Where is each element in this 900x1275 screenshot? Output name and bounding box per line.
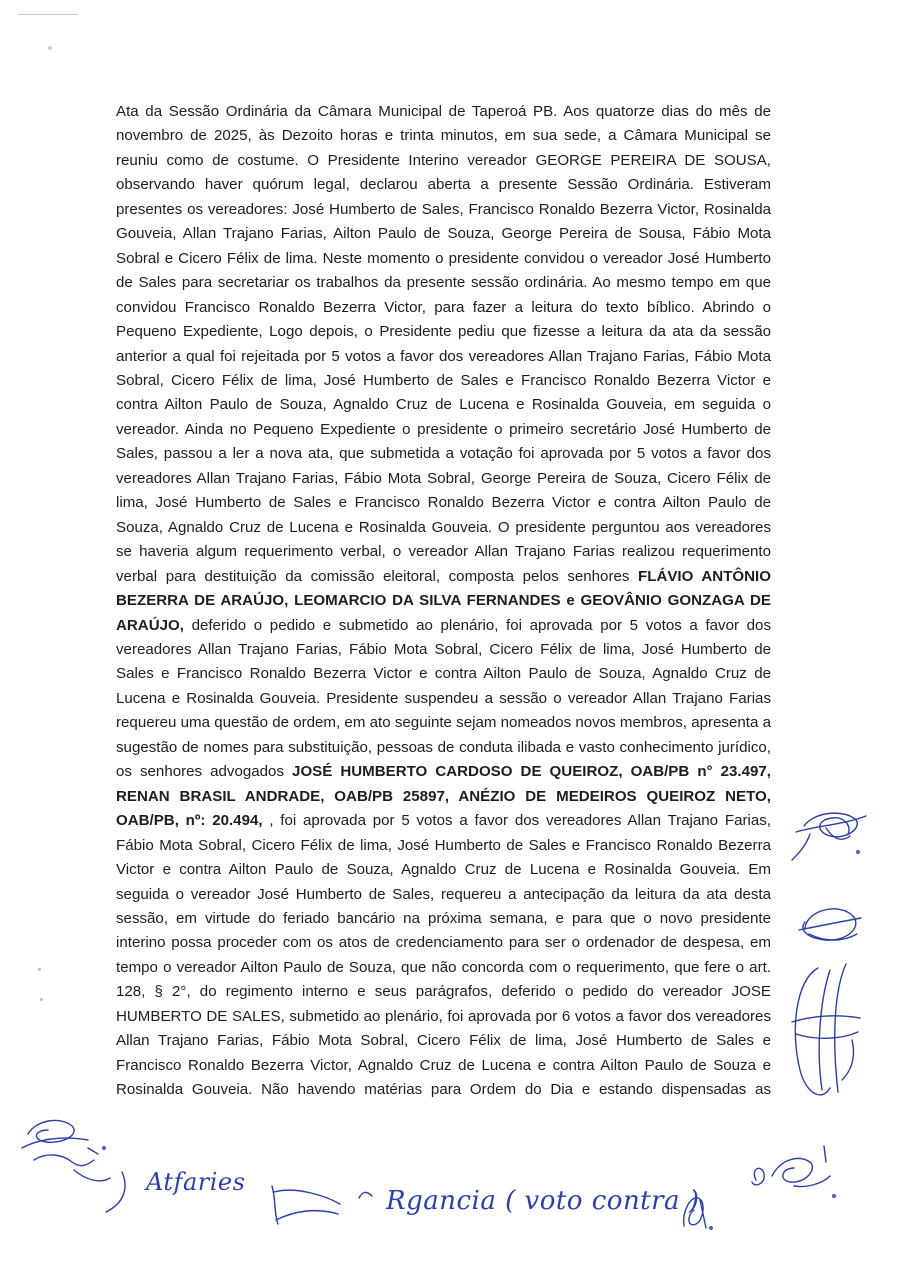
scan-artifact xyxy=(38,968,41,971)
scan-artifact xyxy=(48,46,52,50)
bottom-signature-initials xyxy=(676,1190,716,1234)
scan-artifact xyxy=(40,998,43,1001)
bold-names-commission: FLÁVIO ANTÔNIO BEZERRA DE ARAÚJO, LEOMARCIO DA SILVA FERNANDES e GEOVÂNIO GONZAGA DE ARAÚJO, xyxy=(116,567,771,634)
margin-initial-signature-2 xyxy=(795,898,865,954)
text-segment: , foi aprovada por 5 votos a favor dos vereadores Allan Trajano Farias, Fábio Mota Sobral, Cicero Félix de lima, José Humberto de Sales e Francisco Ronaldo Bezerra Victor e contra Ailton Paulo de Souza, Agnaldo Cruz de Lucena e Rosinalda Gouveia. Em seguida o vereador José Humberto de Sales, requereu a antecipação da leitura da ata desta sessão, em virtude do feriado bancário na próxima semana, e para que o novo presidente interino possa proceder com os atos de credenciamento para ser o ordenador de despesa, em tempo o vereador Ailton Paulo de Souza, que não concorda com o requerimento, que fere o art. 128, § 2°, do regimento interno e seus parágrafos, deferido o pedido do vereador JOSE HUMBERTO DE SALES, submetido ao plenário, foi aprovada por 6 votos a favor dos vereadores Allan Trajano Farias, Fábio Mota Sobral, Cicero Félix de lima, José Humberto de Sales e Francisco Ronaldo Bezerra Victor, Agnaldo Cruz de Lucena e contra Ailton Paulo de Souza e Rosinalda Gouveia. Não havendo matérias para Ordem do Dia e estando dispensadas as xyxy=(116,812,771,1099)
bottom-right-signature xyxy=(734,1140,844,1212)
bottom-signature-note: Rgancia ( voto contra ) xyxy=(386,1186,700,1216)
bottom-signature-scribble xyxy=(266,1180,346,1230)
bottom-signature-caret xyxy=(356,1188,376,1202)
margin-initial-signature-1 xyxy=(786,806,876,866)
bold-names-lawyers: JOSÉ HUMBERTO CARDOSO DE QUEIROZ, OAB/PB n° 23.497, RENAN BRASIL ANDRADE, OAB/PB 25897, ANÉZIO DE MEDEIROS QUEIROZ NETO, OAB/PB, nº: 20.494, xyxy=(116,763,771,830)
minutes-body xyxy=(116,100,771,1103)
margin-initial-signature-3 xyxy=(786,960,866,1110)
bottom-signature-paren xyxy=(96,1168,136,1218)
scan-artifact xyxy=(18,14,78,19)
minutes-paragraph xyxy=(116,100,771,1103)
text-segment: deferido o pedido e submetido ao plenário, foi aprovada por 5 votos a favor dos vereadores Allan Trajano Farias, Fábio Mota Sobral, Cicero Félix de lima, José Humberto de Sales e Francisco Ronaldo Bezerra Victor e contra Ailton Paulo de Souza, Agnaldo Cruz de Lucena e Rosinalda Gouveia. Presidente suspendeu a sessão o vereador Allan Trajano Farias requereu uma questão de ordem, em ato seguinte sejam nomeados novos membros, apresenta a sugestão de nomes para substituição, pessoas de conduta ilibada e vasto conhecimento jurídico, os senhores advogados xyxy=(116,616,771,781)
bottom-signature-name: Atfaries xyxy=(146,1168,246,1196)
text-segment: Ata da Sessão Ordinária da Câmara Municipal de Taperoá PB. Aos quatorze dias do mês de novembro de 2025, às Dezoito horas e trinta minutos, em sua sede, a Câmara Municipal se reuniu como de costume. O Presidente Interino vereador GEORGE PEREIRA DE SOUSA, observando haver quórum legal, declarou aberta a presente Sessão Ordinária. Estiveram presentes os vereadores: José Humberto de Sales, Francisco Ronaldo Bezerra Victor, Rosinalda Gouveia, Allan Trajano Farias, Ailton Paulo de Souza, George Pereira de Sousa, Fábio Mota Sobral e Cicero Félix de lima. Neste momento o presidente convidou o vereador José Humberto de Sales para secretariar os trabalhos da presente sessão ordinária. Ao mesmo tempo em que convidou Francisco Ronaldo Bezerra Victor, para fazer a leitura do texto bíblico. Abrindo o Pequeno Expediente, Logo depois, o Presidente pediu que fizesse a leitura da ata da sessão anterior a qual foi rejeitada por 5 votos a favor dos vereadores Allan Trajano Farias, Fábio Mota Sobral, Cicero Félix de lima, José Humberto de Sales e Francisco Ronaldo Bezerra Victor e contra Ailton Paulo de Souza, Agnaldo Cruz de Lucena e Rosinalda Gouveia, em seguida o vereador. Ainda no Pequeno Expediente o presidente o primeiro secretário José Humberto de Sales, passou a ler a nova ata, que submetida a votação foi aprovada por 5 votos a favor dos vereadores Allan Trajano Farias, Fábio Mota Sobral, George Pereira de Souza, Cicero Félix de lima, José Humberto de Sales e Francisco Ronaldo Bezerra Victor e contra Ailton Paulo de Souza, Agnaldo Cruz de Lucena e Rosinalda Gouveia. O presidente perguntou aos vereadores se haveria algum requerimento verbal, o vereador Allan Trajano Farias realizou requerimento verbal para destituição da comissão eleitoral, composta pelos senhores xyxy=(116,103,771,585)
